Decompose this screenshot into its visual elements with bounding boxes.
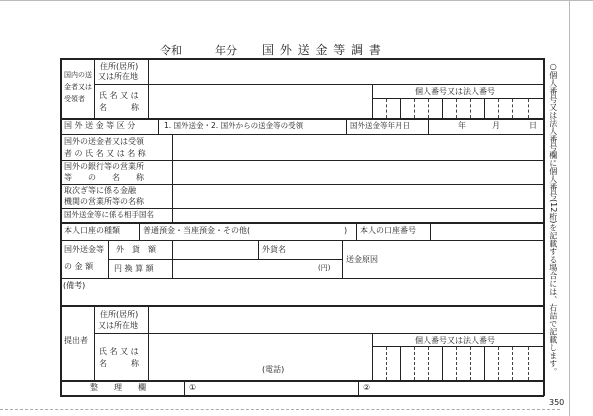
sender-address-label-1: 住所(居所)	[100, 62, 139, 71]
counterparty-label-2: 者 の 氏 名 又 は 名 称	[64, 149, 146, 158]
transfer-date-month: 月	[492, 121, 500, 130]
transfer-div-2	[346, 118, 347, 134]
management-label: 整 理 欄	[90, 383, 146, 392]
row-amount-top	[60, 240, 544, 241]
row-counterparty-top	[60, 134, 544, 135]
sender-pn-cell-2	[400, 99, 401, 118]
submitter-pn-cell-10	[512, 347, 513, 380]
currency-name-field[interactable]	[290, 242, 340, 257]
account-number-label: 本人の口座番号	[360, 226, 416, 235]
currency-name-label: 外貨名	[262, 245, 286, 254]
submitter-pn-cell-5	[442, 347, 443, 380]
submitter-pn-cell-6	[456, 347, 457, 380]
sender-address-label-2: 又は所在地	[98, 72, 138, 81]
sender-label-divider	[148, 58, 149, 118]
amount-div-reason	[342, 240, 343, 278]
sender-pn-cell-9	[498, 99, 499, 118]
amount-div-currency	[258, 240, 259, 259]
submitter-label-divider	[148, 305, 149, 380]
submitter-pn-cell-4	[428, 347, 429, 380]
sender-pn-cell-4	[428, 99, 429, 118]
row-remarks-top	[60, 278, 544, 279]
remarks-label: (備考)	[63, 281, 86, 290]
submitter-personal-number-label: 個人番号又は法人番号	[415, 336, 495, 345]
foreign-bank-field[interactable]	[174, 162, 540, 182]
sender-name-label-2: 名 称	[99, 103, 139, 112]
side-note: ○個人番号又は法人番号欄に個人番号(12桁)を記載する場合には、右詰で記載します。	[548, 62, 558, 376]
submitter-pn-cell-1	[386, 347, 387, 380]
sender-pn-left	[372, 84, 373, 118]
management-div-2	[358, 380, 359, 395]
submitter-name-label-2: 名 称	[99, 359, 139, 368]
counterparty-label-1: 国外の送金者又は受領	[64, 137, 144, 146]
yen-unit: (円)	[318, 264, 331, 272]
reason-field[interactable]	[386, 242, 540, 276]
page-edge-right	[569, 0, 570, 416]
submitter-name-field[interactable]	[150, 336, 370, 358]
sender-name-label-1: 氏 名 又 は	[99, 91, 139, 100]
page-title: 国 外 送 金 等 調 書	[262, 43, 382, 57]
intermediary-label-2: 機関の営業所等の名称	[64, 197, 144, 206]
submitter-pn-cell-2	[400, 347, 401, 380]
submitter-label: 提出者	[64, 336, 88, 345]
submitter-pn-cell-8	[484, 347, 485, 380]
sender-pn-cell-6	[456, 99, 457, 118]
page-number: 350	[549, 398, 565, 407]
intermediary-label-1: 取次ぎ等に係る金融	[64, 186, 136, 195]
sender-pn-cell-7	[470, 99, 471, 118]
intermediary-field[interactable]	[174, 186, 540, 206]
row-amount-mid	[108, 259, 342, 260]
submitter-pn-cell-9	[498, 347, 499, 380]
page-edge-top	[0, 0, 593, 1]
transfer-date-label: 国外送金等年月日	[350, 121, 410, 130]
submitter-pn-cell-7	[470, 347, 471, 380]
country-field[interactable]	[174, 209, 540, 221]
account-div-1	[139, 222, 140, 240]
submitter-name-label-1: 氏 名 又 は	[99, 347, 139, 356]
frame-right	[543, 58, 545, 396]
remarks-field[interactable]	[96, 280, 540, 302]
row-foreign-bank-top	[60, 160, 544, 161]
submitter-address-label-1: 住所(居所)	[100, 310, 139, 319]
management-mark-1: ①	[189, 383, 197, 392]
sender-pn-cell-10	[512, 99, 513, 118]
account-type-close: )	[344, 226, 348, 235]
frame-left	[60, 58, 62, 396]
sender-label-3: 受領者	[64, 95, 85, 103]
account-type-value[interactable]: 普通預金・当座預金・その他(	[143, 226, 251, 235]
transfer-date-year: 年	[458, 121, 466, 130]
row-transfer-top	[60, 118, 544, 120]
row-intermediary-top	[60, 184, 544, 185]
sender-address-bottom	[94, 84, 543, 85]
frame-bottom	[60, 395, 544, 397]
frame-top	[60, 58, 544, 60]
submitter-pn-cell-3	[414, 347, 415, 380]
management-div-1	[184, 380, 185, 395]
page-edge-bottom	[0, 409, 560, 410]
sender-col-divider	[94, 58, 95, 118]
transfer-div-3	[428, 118, 429, 134]
account-div-2	[356, 222, 357, 240]
submitter-pn-left	[372, 333, 373, 380]
foreign-bank-label-1: 国外の銀行等の営業所	[64, 162, 144, 171]
foreign-amount-field[interactable]	[174, 242, 256, 257]
sender-pn-cell-3	[414, 99, 415, 118]
sender-pn-cell-11	[528, 99, 529, 118]
account-type-label: 本人口座の種類	[64, 226, 120, 235]
transfer-type-value[interactable]: 1. 国外送金・2. 国外からの送金等の受領	[164, 121, 304, 130]
country-label: 国外送金等に係る相手国名	[64, 210, 154, 219]
transfer-type-label: 国 外 送 金 等 区 分	[64, 121, 136, 130]
foreign-bank-label-2: 等 の 名 称	[64, 173, 144, 182]
sender-label-1: 国内の送	[64, 71, 92, 79]
account-div-3	[430, 222, 431, 240]
counterparty-name-field[interactable]	[174, 136, 540, 158]
reason-label: 送金原因	[346, 255, 378, 264]
row-management-top	[60, 380, 544, 382]
sender-name-field[interactable]	[150, 86, 370, 116]
submitter-address-bottom	[94, 333, 543, 334]
submitter-address-label-2: 又は所在地	[98, 321, 138, 330]
submitter-phone-label: (電話)	[262, 365, 285, 374]
amount-label-2: の 金 額	[64, 262, 94, 271]
account-number-field[interactable]	[432, 224, 540, 238]
sender-pn-mid	[372, 98, 543, 99]
management-mark-2: ②	[363, 383, 371, 392]
submitter-col-divider	[94, 305, 95, 380]
sender-pn-cell-8	[484, 99, 485, 118]
title-year: 年分	[215, 44, 237, 57]
yen-amount-field[interactable]	[174, 261, 314, 276]
sender-pn-cell-1	[386, 99, 387, 118]
amount-label-1: 国外送金等	[64, 245, 104, 254]
title-era: 令和	[160, 44, 182, 57]
submitter-address-field[interactable]	[150, 308, 540, 330]
sender-address-field[interactable]	[150, 62, 540, 82]
foreign-amount-label: 外 貨 額	[116, 245, 156, 254]
sender-pn-cell-5	[442, 99, 443, 118]
yen-amount-label: 円 換 算 額	[114, 264, 154, 273]
transfer-date-day: 日	[529, 121, 537, 130]
sender-label-2: 金者又は	[64, 83, 92, 91]
submitter-pn-cell-11	[528, 347, 529, 380]
submitter-pn-mid	[372, 346, 543, 347]
transfer-div-1	[158, 118, 159, 134]
sender-personal-number-label: 個人番号又は法人番号	[415, 87, 495, 96]
row-submitter-top	[60, 305, 544, 307]
